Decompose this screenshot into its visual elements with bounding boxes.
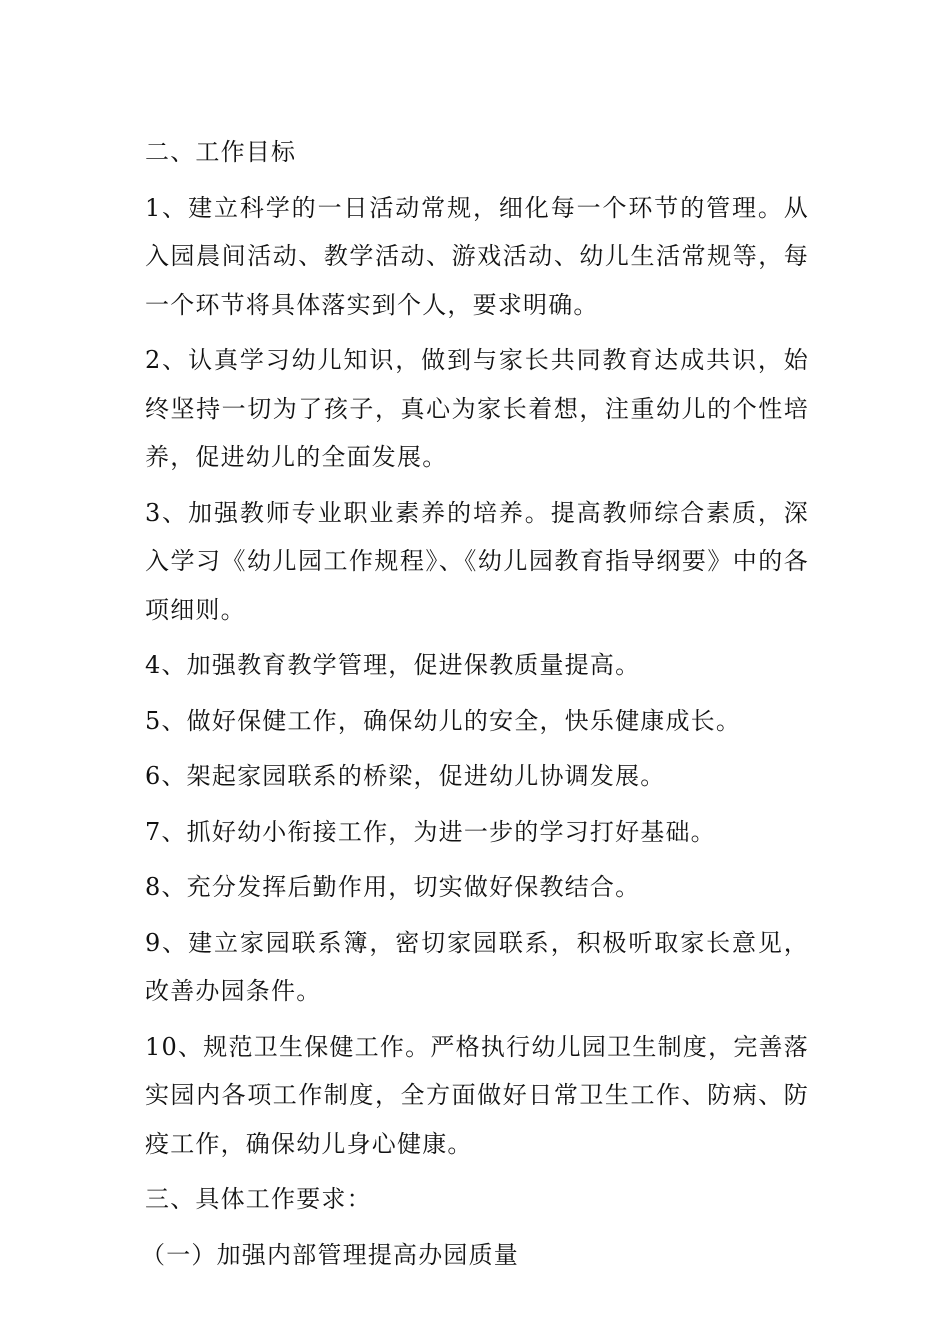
goal-paragraph-9: 9、建立家园联系簿，密切家园联系，积极听取家长意见，改善办园条件。 — [145, 928, 809, 1005]
goal-paragraph-3: 3、加强教师专业职业素养的培养。提高教师综合素质，深入学习《幼儿园工作规程》、《幼儿园教育指导纲要》中的各项细则。 — [145, 498, 809, 624]
goal-paragraph-2: 2、认真学习幼儿知识，做到与家长共同教育达成共识，始终坚持一切为了孩子，真心为家长着想，注重幼儿的个性培养，促进幼儿的全面发展。 — [145, 346, 809, 471]
document-body — [141, 128, 809, 1279]
goal-paragraph-4: 4、加强教育教学管理，促进保教质量提高。 — [145, 651, 641, 679]
subsection-one-heading: （一）加强内部管理提高办园质量 — [141, 1240, 519, 1269]
goal-paragraph-8: 8、充分发挥后勤作用，切实做好保教结合。 — [145, 873, 641, 901]
goal-paragraph-10: 10、规范卫生保健工作。严格执行幼儿园卫生制度，完善落实园内各项工作制度，全方面做好日常卫生工作、防病、防疫工作，确保幼儿身心健康。 — [145, 1032, 809, 1158]
goal-paragraph-1: 1、建立科学的一日活动常规，细化每一个环节的管理。从入园晨间活动、教学活动、游戏活动、幼儿生活常规等，每一个环节将具体落实到个人，要求明确。 — [145, 193, 809, 319]
goal-paragraph-6: 6、架起家园联系的桥梁，促进幼儿协调发展。 — [145, 762, 666, 790]
goal-paragraph-5: 5、做好保健工作，确保幼儿的安全，快乐健康成长。 — [145, 706, 742, 735]
section-three-heading: 三、具体工作要求： — [145, 1185, 372, 1213]
section-two-heading: 二、工作目标 — [145, 138, 297, 166]
goal-paragraph-7: 7、抓好幼小衔接工作，为进一步的学习打好基础。 — [145, 817, 716, 846]
